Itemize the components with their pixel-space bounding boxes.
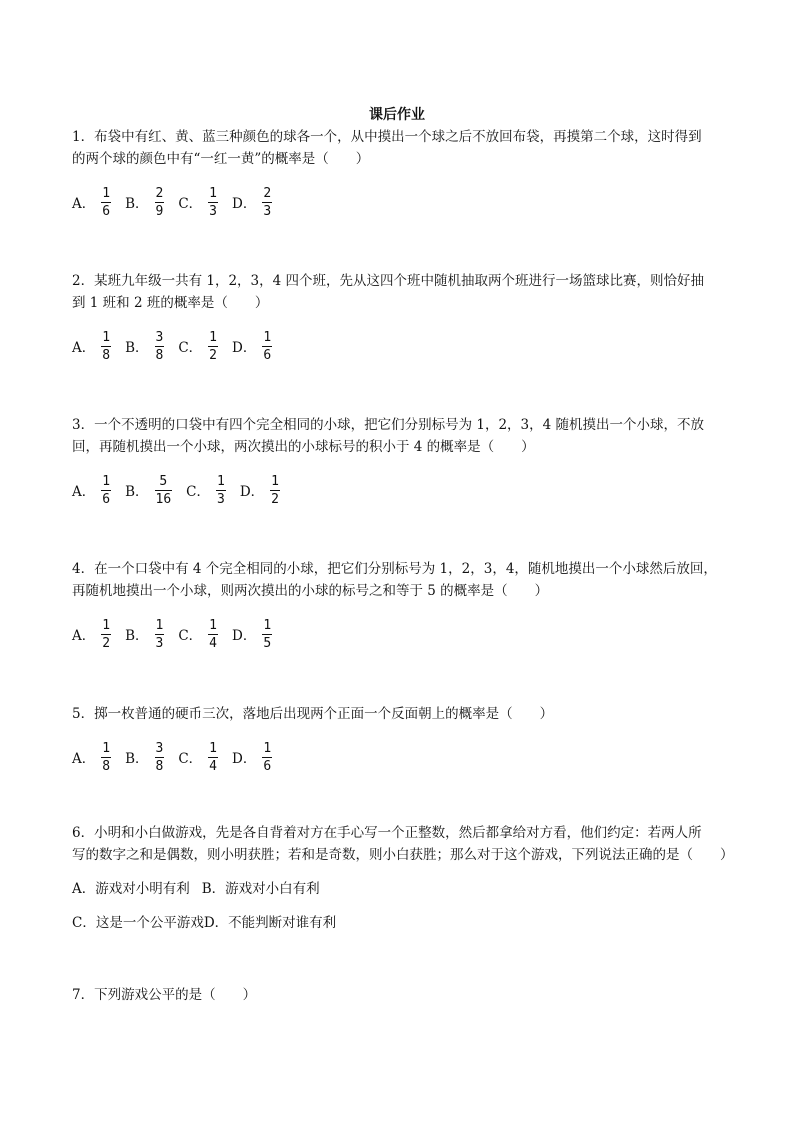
fraction-numerator: 1: [271, 473, 279, 489]
option-b-text: B．游戏对小白有利: [201, 881, 320, 897]
option-b: [125, 618, 164, 651]
option-c: [178, 741, 218, 774]
fraction-denominator: 3: [263, 203, 272, 219]
option-label: A．: [72, 196, 96, 212]
fraction-denominator: 2: [102, 635, 111, 651]
option-a: [72, 186, 111, 219]
option-label: D．: [239, 484, 265, 500]
fraction-numerator: 1: [209, 617, 217, 633]
option-label: B．: [125, 484, 149, 500]
fraction-numerator: 1: [102, 473, 111, 489]
fraction-denominator: 3: [209, 203, 217, 219]
question-3-line-1: 3．一个不透明的口袋中有四个完全相同的小球，把它们分别标号为 1，2，3，4 随机摸出一个小球，不放: [72, 417, 705, 433]
fraction: [208, 618, 218, 651]
option-label: A．: [72, 340, 96, 356]
option-label: A．: [72, 751, 96, 767]
fraction: [208, 741, 218, 774]
option-d: [232, 618, 272, 651]
options-row: [72, 739, 732, 775]
fraction-denominator: 2: [271, 491, 279, 507]
question-3-line-2: 回，再随机摸出一个小球，两次摸出的小球标号的积小于 4 的概率是（ ）: [72, 439, 535, 455]
question-6-options-cd: [72, 912, 732, 934]
question-3: [72, 414, 732, 508]
option-c: [178, 186, 218, 219]
option-c: [178, 618, 218, 651]
fraction-denominator: 8: [155, 758, 164, 774]
fraction-numerator: 2: [155, 185, 164, 201]
option-label: C．: [178, 196, 203, 212]
option-label: C．: [178, 340, 203, 356]
option-d-text: D．不能判断对谁有利: [203, 915, 337, 931]
fraction: [208, 186, 218, 219]
option-c: [178, 330, 218, 363]
fraction-numerator: 2: [263, 185, 272, 201]
fraction-denominator: 2: [209, 347, 217, 363]
question-6-line-1: 6．小明和小白做游戏，先是各自背着对方在手心写一个正整数，然后都拿给对方看，他们约定：若两人所: [72, 825, 702, 841]
option-label: B．: [125, 340, 149, 356]
fraction: [155, 741, 165, 774]
options-row: [72, 472, 732, 508]
fraction-denominator: 6: [102, 203, 111, 219]
question-4-line-2: 再随机地摸出一个小球，则两次摸出的小球的标号之和等于 5 的概率是（ ）: [72, 583, 549, 599]
question-1-line-2: 的两个球的颜色中有“一红一黄”的概率是（ ）: [72, 151, 370, 167]
fraction-numerator: 1: [102, 740, 111, 756]
option-label: D．: [232, 751, 257, 767]
option-label: A．: [72, 628, 96, 644]
fraction: [262, 186, 272, 219]
fraction-numerator: 1: [209, 329, 217, 345]
fraction: [101, 618, 111, 651]
option-c: [186, 474, 226, 507]
fraction: [101, 186, 111, 219]
fraction-denominator: 6: [102, 491, 111, 507]
fraction: [208, 330, 218, 363]
question-6-options-ab: [72, 878, 732, 900]
question-1: [72, 126, 732, 220]
option-d: [240, 474, 280, 507]
fraction-denominator: 3: [155, 635, 164, 651]
fraction: [262, 618, 272, 651]
options-row: [72, 184, 732, 220]
option-a: [72, 330, 111, 363]
options-row: [72, 616, 732, 652]
option-b: [125, 330, 164, 363]
fraction: [262, 741, 272, 774]
option-d: [232, 186, 272, 219]
question-2-line-1: 2．某班九年级一共有 1，2，3，4 四个班，先从这四个班中随机抽取两个班进行一场篮球比赛，则恰好抽: [72, 273, 705, 289]
fraction-denominator: 8: [155, 347, 164, 363]
option-label: C．: [178, 751, 203, 767]
fraction-denominator: 4: [209, 758, 217, 774]
fraction-numerator: 1: [263, 617, 272, 633]
fraction: [270, 474, 280, 507]
fraction-denominator: 5: [263, 635, 272, 651]
question-6-line-2: 写的数字之和是偶数，则小明获胜；若和是奇数，则小白获胜；那么对于这个游戏，下列说法正确的是（ ）: [72, 847, 734, 863]
option-b: [125, 741, 164, 774]
fraction-denominator: 8: [102, 758, 111, 774]
question-4-line-1: 4．在一个口袋中有 4 个完全相同的小球，把它们分别标号为 1，2，3，4，随机地摸出一个小球然后放回，: [72, 561, 717, 577]
fraction: [101, 474, 111, 507]
fraction-denominator: 6: [263, 758, 272, 774]
fraction-denominator: 9: [155, 203, 164, 219]
option-b: [125, 474, 172, 507]
question-2: [72, 270, 732, 364]
option-label: A．: [72, 484, 96, 500]
fraction: [262, 330, 272, 363]
fraction-numerator: 5: [159, 473, 168, 489]
fraction-numerator: 1: [209, 185, 217, 201]
fraction-numerator: 1: [263, 740, 272, 756]
fraction: [155, 330, 165, 363]
question-5-line-1: 5．掷一枚普通的硬币三次，落地后出现两个正面一个反面朝上的概率是（ ）: [72, 706, 554, 722]
fraction-numerator: 1: [209, 740, 217, 756]
option-label: B．: [125, 751, 149, 767]
option-label: C．: [178, 628, 203, 644]
question-7-text: 7．下列游戏公平的是（ ）: [72, 987, 257, 1003]
fraction-denominator: 6: [263, 347, 272, 363]
option-b: [125, 186, 164, 219]
option-d: [232, 741, 272, 774]
fraction-denominator: 16: [155, 491, 172, 507]
fraction: [101, 741, 111, 774]
fraction: [216, 474, 226, 507]
option-label: D．: [232, 340, 257, 356]
fraction-numerator: 1: [102, 185, 111, 201]
question-1-line-1: 1．布袋中有红、黄、蓝三种颜色的球各一个，从中摸出一个球之后不放回布袋，再摸第二个球，这时得到: [72, 129, 702, 145]
option-label: D．: [232, 628, 257, 644]
fraction-numerator: 1: [102, 617, 111, 633]
option-a-text: A．游戏对小明有利: [72, 881, 190, 897]
page-title: 课后作业: [369, 107, 425, 123]
fraction-numerator: 1: [263, 329, 272, 345]
option-d: [232, 330, 272, 363]
fraction: [155, 186, 165, 219]
option-label: D．: [232, 196, 257, 212]
option-label: B．: [125, 628, 149, 644]
fraction: [101, 330, 111, 363]
question-5: [72, 703, 732, 775]
fraction-numerator: 1: [155, 617, 164, 633]
option-c-text: C．这是一个公平游戏: [72, 915, 204, 931]
option-a: [72, 474, 111, 507]
fraction: [155, 618, 165, 651]
fraction-numerator: 3: [155, 740, 164, 756]
fraction-denominator: 8: [102, 347, 111, 363]
options-row: [72, 328, 732, 364]
question-4: [72, 558, 732, 652]
fraction-numerator: 3: [155, 329, 164, 345]
fraction-denominator: 4: [209, 635, 217, 651]
question-6: [72, 822, 732, 934]
question-7: [72, 984, 732, 1006]
option-label: C．: [186, 484, 210, 500]
option-a: [72, 741, 111, 774]
option-a: [72, 618, 111, 651]
fraction: [155, 474, 173, 507]
fraction-numerator: 1: [102, 329, 111, 345]
fraction-numerator: 1: [217, 473, 225, 489]
fraction-denominator: 3: [217, 491, 225, 507]
option-label: B．: [125, 196, 149, 212]
question-2-line-2: 到 1 班和 2 班的概率是（ ）: [72, 295, 269, 311]
